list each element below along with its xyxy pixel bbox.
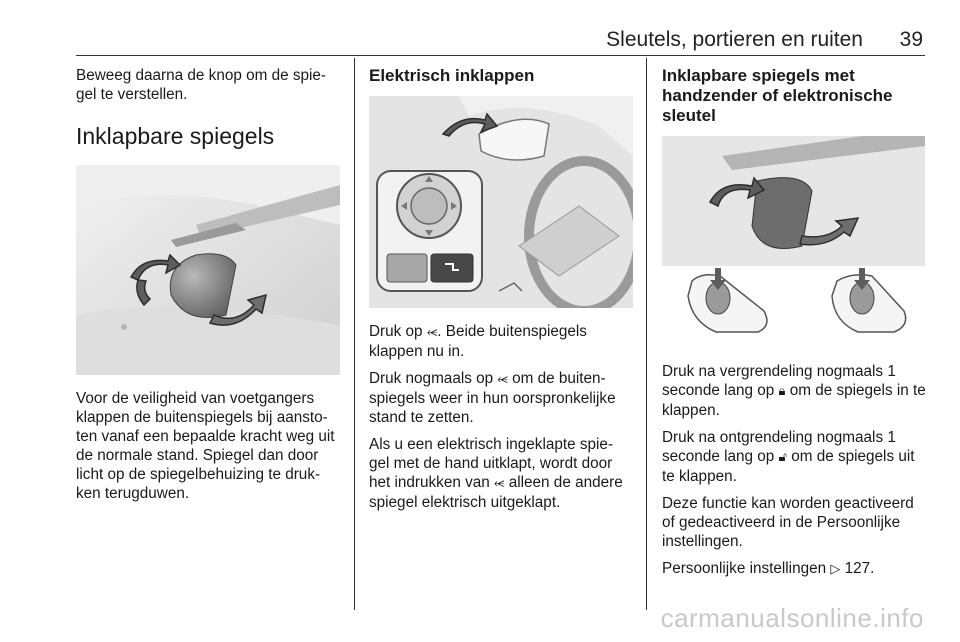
page-header <box>76 22 925 56</box>
heading-remote-fold: Inklapbare spiegels met handzender of elektronische sleutel <box>662 66 893 125</box>
figure-mirror-remote <box>662 136 925 348</box>
page-reference-link[interactable]: 127 <box>844 560 871 577</box>
mirror-fold-icon: ⥷ <box>494 476 505 491</box>
paragraph-settings-reference: Persoonlijke instellingen ▷ 127. <box>662 560 875 577</box>
figure-mirror-switch <box>369 96 633 308</box>
paragraph-pedestrian-safety: Voor de veiligheid van voetgangers klappen de buitenspiegels bij aansto-ten vanaf een bepaalde kracht weg uit de normale stand. Spiegel dan door licht op de spiegelbehuizing te druk-ken terugduwen. <box>76 390 335 502</box>
column-divider-1 <box>354 58 355 610</box>
figure-mirror-fold-manual <box>76 165 340 375</box>
lock-icon: 🔒︎ <box>778 384 786 399</box>
mirror-fold-illustration <box>76 165 340 375</box>
heading-foldable-mirrors: Inklapbare spiegels <box>76 123 275 149</box>
column-3 <box>662 66 928 587</box>
heading-electric-fold: Elektrisch inklappen <box>369 66 535 85</box>
paragraph-press-again: Druk nogmaals op ⥷ om de buiten-spiegels weer in hun oorspronkelijke stand te zetten. <box>369 370 616 426</box>
paragraph-lock-fold: Druk na vergrendeling nogmaals 1 seconde lang op 🔒︎ om de spiegels in te klappen. <box>662 363 926 419</box>
column-2 <box>369 66 633 520</box>
mirror-remote-illustration <box>662 136 925 348</box>
watermark: carmanualsonline.info <box>660 603 924 633</box>
mirror-fold-icon: ⥷ <box>426 325 438 340</box>
header-rule <box>76 55 925 56</box>
unlock-icon: 🔓︎ <box>778 450 787 465</box>
column-1 <box>76 66 342 511</box>
column-divider-2 <box>646 58 647 610</box>
paragraph-press-fold: Druk op ⥷. Beide buitenspiegels klappen nu in. <box>369 323 587 360</box>
section-title: Sleutels, portieren en ruiten <box>606 28 863 51</box>
page-number: 39 <box>899 28 923 51</box>
paragraph-personal-settings: Deze functie kan worden geactiveerd of gedeactiveerd in de Persoonlijke instellingen. <box>662 495 914 550</box>
page-reference-arrow-icon: ▷ <box>830 562 841 577</box>
mirror-fold-icon: ⥷ <box>497 372 508 387</box>
mirror-switch-illustration <box>369 96 633 308</box>
paragraph-manual-unfold: Als u een elektrisch ingeklapte spie-gel met de hand uitklapt, wordt door het indrukken van ⥷ alleen de andere spiegel elektrisch uitgeklapt. <box>369 436 623 511</box>
intro-text: Beweeg daarna de knop om de spie-gel te verstellen. <box>76 67 327 103</box>
paragraph-unlock-unfold: Druk na ontgrendeling nogmaals 1 seconde lang op 🔓︎ om de spiegels uit te klappen. <box>662 429 915 485</box>
